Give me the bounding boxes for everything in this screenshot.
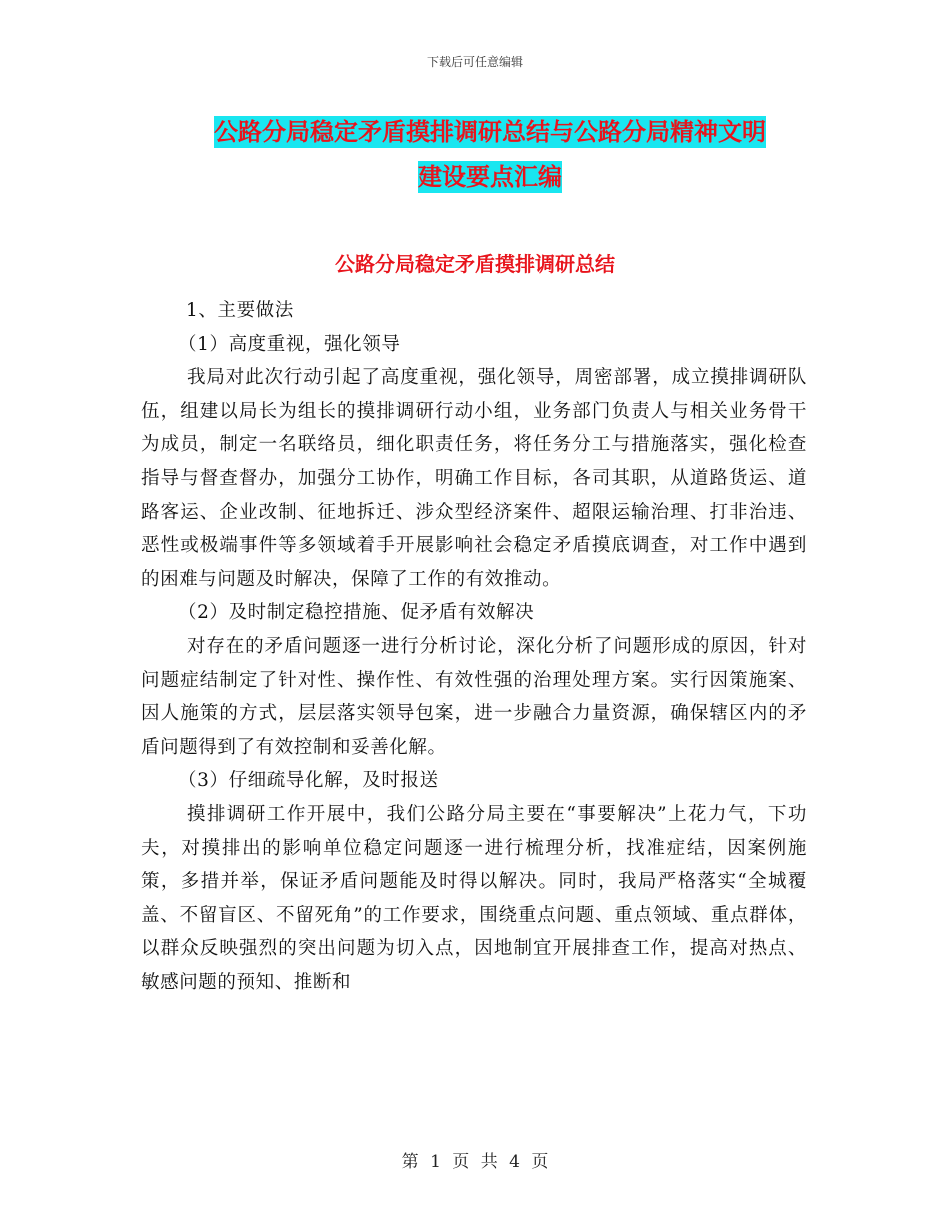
paragraph-2: 对存在的矛盾问题逐一进行分析讨论，深化分析了问题形成的原因，针对问题症结制定了针对性、操作性、有效性强的治理处理方案。实行因策施案、因人施策的方式，层层落实领导包案，进一步融合力量资源，确保辖区内的矛盾问题得到了有效控制和妥善化解。 xyxy=(141,635,807,758)
subheading-2: （2）及时制定稳控措施、促矛盾有效解决 xyxy=(178,602,535,624)
main-title-line-1: 公路分局稳定矛盾摸排调研总结与公路分局精神文明 xyxy=(214,118,766,146)
heading-main-practices: 1、主要做法 xyxy=(186,300,294,321)
document-main-title xyxy=(140,110,840,200)
paragraph-1: 我局对此次行动引起了高度重视，强化领导，周密部署，成立摸排调研队伍，组建以局长为组长的摸排调研行动小组，业务部门负责人与相关业务骨干为成员，制定一名联络员，细化职责任务，将任务分工与措施落实，强化检查指导与督查督办，加强分工协作，明确工作目标，各司其职，从道路货运、道路客运、企业改制、征地拆迁、涉众型经济案件、超限运输治理、打非治违、恶性或极端事件等多领域着手开展影响社会稳定矛盾摸底调查，对工作中遇到的困难与问题及时解决，保障了工作的有效推动。 xyxy=(141,367,807,590)
paragraph-3: 摸排调研工作开展中，我们公路分局主要在“事要解决”上花力气，下功夫，对摸排出的影响单位稳定问题逐一进行梳理分析，找准症结，因案例施策，多措并举，保证矛盾问题能及时得以解决。同时，我局严格落实“全城覆盖、不留盲区、不留死角”的工作要求，围绕重点问题、重点领域、重点群体，以群众反映强烈的突出问题为切入点，因地制宜开展排查工作，提高对热点、敏感问题的预知、推断和 xyxy=(141,803,807,993)
section-title: 公路分局稳定矛盾摸排调研总结 xyxy=(335,252,615,276)
page-number-footer: 第 1 页 共 4 页 xyxy=(401,1152,549,1172)
main-title-line-2: 建设要点汇编 xyxy=(418,163,562,191)
header-note: 下载后可任意编辑 xyxy=(426,55,523,69)
document-body xyxy=(141,294,807,999)
subheading-3: （3）仔细疏导化解，及时报送 xyxy=(178,770,439,792)
subheading-1: （1）高度重视，强化领导 xyxy=(178,333,401,355)
